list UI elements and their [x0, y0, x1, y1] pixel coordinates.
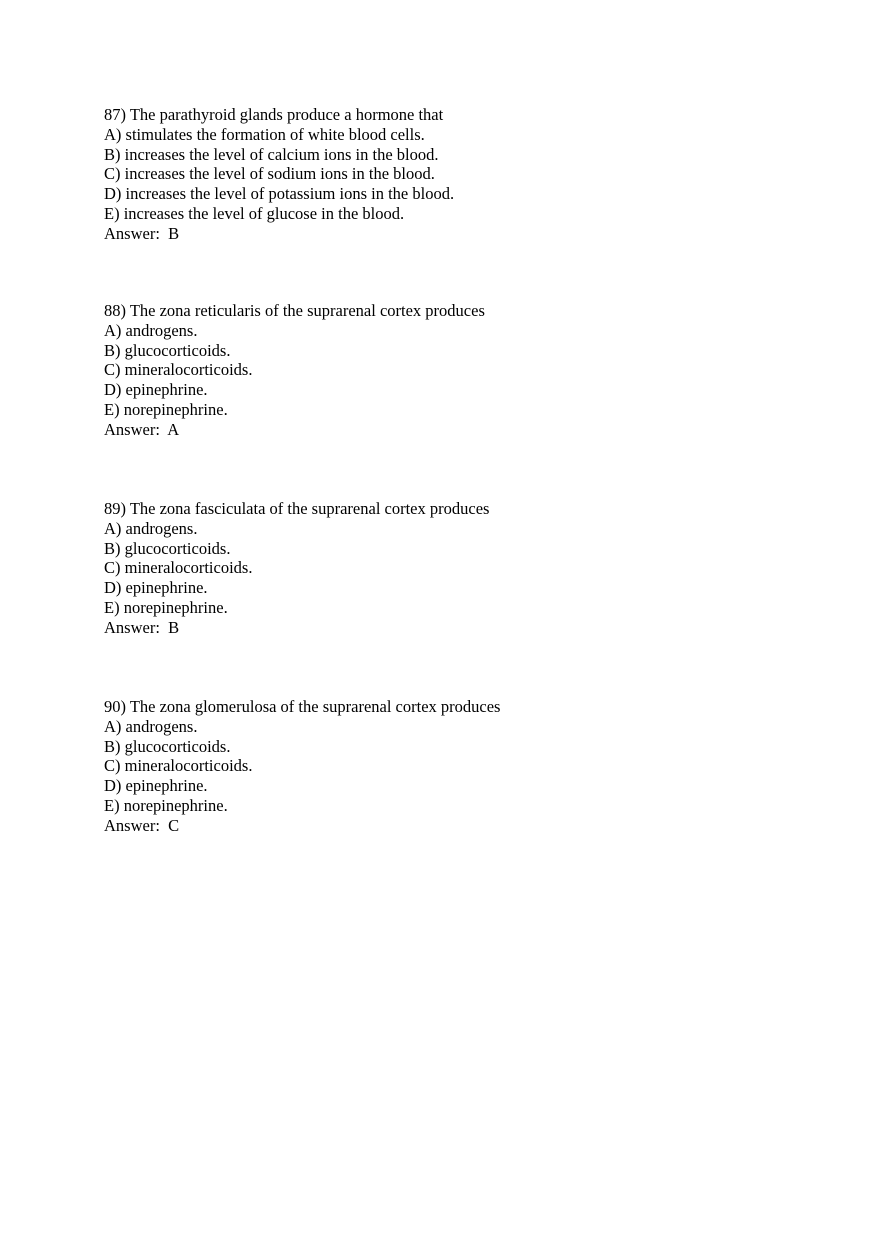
answer-line: Answer: B	[104, 223, 180, 243]
option-b: B) glucocorticoids.	[104, 538, 231, 558]
answer-line: Answer: C	[104, 815, 180, 835]
question-stem: 90) The zona glomerulosa of the suprarenal cortex produces	[104, 697, 501, 716]
question-90	[104, 697, 824, 836]
option-d: D) epinephrine.	[104, 776, 208, 796]
option-e: E) norepinephrine.	[104, 399, 228, 419]
answer-line: Answer: A	[104, 419, 180, 439]
option-e: E) norepinephrine.	[104, 795, 228, 815]
answer-line: Answer: B	[104, 617, 180, 637]
option-c: C) mineralocorticoids.	[104, 558, 253, 578]
option-b: B) glucocorticoids.	[104, 340, 231, 360]
option-e: E) norepinephrine.	[104, 597, 228, 617]
option-c: C) increases the level of sodium ions in the blood.	[104, 164, 435, 184]
question-87	[104, 105, 824, 244]
question-stem: 87) The parathyroid glands produce a hormone that	[104, 105, 444, 124]
question-stem: 88) The zona reticularis of the suprarenal cortex produces	[104, 301, 485, 320]
option-a: A) androgens.	[104, 320, 198, 340]
option-c: C) mineralocorticoids.	[104, 756, 253, 776]
option-e: E) increases the level of glucose in the blood.	[104, 203, 405, 223]
option-b: B) glucocorticoids.	[104, 736, 231, 756]
option-d: D) epinephrine.	[104, 578, 208, 598]
option-a: A) androgens.	[104, 518, 198, 538]
option-a: A) androgens.	[104, 716, 198, 736]
option-c: C) mineralocorticoids.	[104, 360, 253, 380]
option-d: D) increases the level of potassium ions in the blood.	[104, 184, 455, 204]
option-b: B) increases the level of calcium ions in the blood.	[104, 144, 439, 164]
option-a: A) stimulates the formation of white blood cells.	[104, 124, 425, 144]
question-stem: 89) The zona fasciculata of the suprarenal cortex produces	[104, 499, 490, 518]
question-89	[104, 499, 824, 638]
question-88	[104, 301, 824, 440]
option-d: D) epinephrine.	[104, 380, 208, 400]
